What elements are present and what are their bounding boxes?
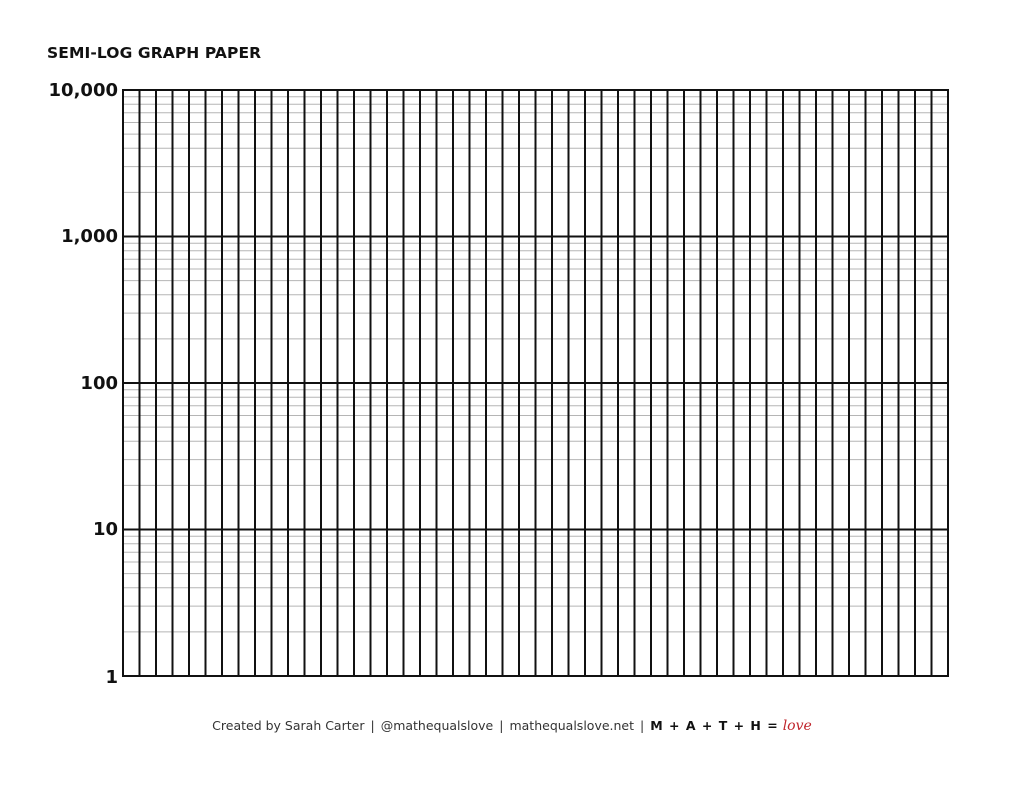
y-axis-label-1: 1 [105, 667, 118, 688]
footer-credit: Created by Sarah Carter [212, 718, 365, 733]
footer-site: mathequalslove.net [509, 718, 635, 733]
y-axis-label-100: 100 [80, 373, 118, 394]
footer-love-logo: love [782, 718, 812, 734]
y-axis-label-1000: 1,000 [61, 226, 118, 247]
page-title: SEMI-LOG GRAPH PAPER [47, 44, 262, 62]
y-axis-label-10: 10 [92, 519, 118, 540]
footer-separator: | [640, 718, 645, 733]
footer-brand: M + A + T + H = [650, 718, 779, 733]
footer-handle: @mathequalslove [380, 718, 494, 733]
y-axis-label-10000: 10,000 [48, 80, 118, 101]
footer-separator: | [370, 718, 375, 733]
footer-separator: | [499, 718, 504, 733]
footer [0, 718, 1024, 734]
